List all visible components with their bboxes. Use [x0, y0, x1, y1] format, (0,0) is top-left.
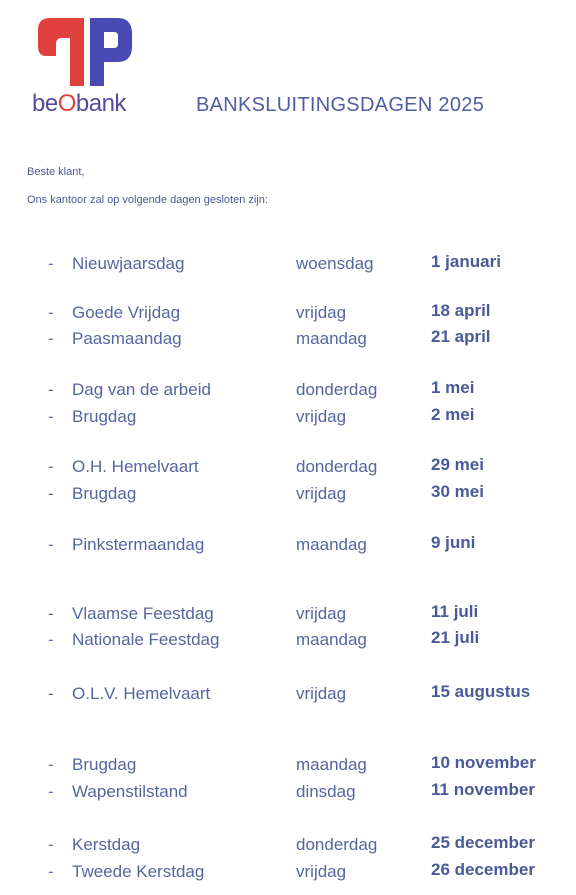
- list-dash: -: [48, 407, 54, 426]
- closure-date: 18 april: [431, 301, 491, 320]
- list-item: [0, 684, 576, 708]
- intro-message: Ons kantoor zal op volgende dagen gesloten zijn:: [27, 194, 268, 206]
- list-item: [0, 254, 576, 278]
- closure-date: 2 mei: [431, 405, 475, 424]
- list-dash: -: [48, 329, 54, 348]
- logo-wordmark: beObank: [32, 90, 126, 117]
- closure-date: 26 december: [431, 860, 535, 879]
- closure-date: 25 december: [431, 833, 535, 852]
- list-item: [0, 407, 576, 431]
- weekday: donderdag: [296, 380, 378, 399]
- weekday: vrijdag: [296, 684, 347, 703]
- closure-date: 21 juli: [431, 628, 480, 647]
- list-item: [0, 484, 576, 508]
- list-dash: -: [48, 604, 54, 623]
- weekday: dinsdag: [296, 782, 356, 801]
- holiday-name: Dag van de arbeid: [72, 380, 211, 399]
- list-dash: -: [48, 303, 54, 322]
- beobank-logo-mark: [34, 16, 134, 88]
- list-item: [0, 380, 576, 404]
- holiday-name: Nationale Feestdag: [72, 630, 220, 649]
- weekday: vrijdag: [296, 484, 347, 503]
- list-dash: -: [48, 535, 54, 554]
- holiday-name: Brugdag: [72, 755, 137, 774]
- closure-date: 9 juni: [431, 533, 476, 552]
- weekday: maandag: [296, 329, 367, 348]
- holiday-name: Goede Vrijdag: [72, 303, 181, 322]
- closure-date: 11 november: [431, 780, 535, 799]
- weekday: vrijdag: [296, 862, 347, 881]
- list-dash: -: [48, 782, 54, 801]
- holiday-name: Pinkstermaandag: [72, 535, 205, 554]
- holiday-name: Tweede Kerstdag: [72, 862, 205, 881]
- weekday: vrijdag: [296, 604, 347, 623]
- weekday: vrijdag: [296, 407, 347, 426]
- closure-date: 21 april: [431, 327, 491, 346]
- list-item: [0, 604, 576, 628]
- closure-date: 15 augustus: [431, 682, 531, 701]
- closure-date: 30 mei: [431, 482, 484, 501]
- list-item: [0, 862, 576, 886]
- list-item: [0, 329, 576, 353]
- list-item: [0, 782, 576, 806]
- weekday: donderdag: [296, 835, 378, 854]
- list-dash: -: [48, 862, 54, 881]
- list-item: [0, 630, 576, 654]
- holiday-name: O.L.V. Hemelvaart: [72, 684, 211, 703]
- holiday-name: Wapenstilstand: [72, 782, 188, 801]
- list-item: [0, 535, 576, 559]
- weekday: vrijdag: [296, 303, 347, 322]
- list-dash: -: [48, 380, 54, 399]
- closure-date: 29 mei: [431, 455, 484, 474]
- list-item: [0, 755, 576, 779]
- closure-date: 1 januari: [431, 252, 501, 271]
- list-item: [0, 457, 576, 481]
- weekday: maandag: [296, 630, 367, 649]
- weekday: donderdag: [296, 457, 378, 476]
- holiday-name: Brugdag: [72, 407, 137, 426]
- holiday-name: Vlaamse Feestdag: [72, 604, 214, 623]
- holiday-name: Paasmaandag: [72, 329, 182, 348]
- weekday: woensdag: [296, 254, 374, 273]
- page-title: BANKSLUITINGSDAGEN 2025: [196, 94, 485, 116]
- list-dash: -: [48, 630, 54, 649]
- salutation: Beste klant,: [27, 166, 85, 178]
- list-dash: -: [48, 254, 54, 273]
- list-dash: -: [48, 684, 54, 703]
- list-dash: -: [48, 457, 54, 476]
- list-dash: -: [48, 835, 54, 854]
- list-item: [0, 303, 576, 327]
- closure-date: 10 november: [431, 753, 536, 772]
- holiday-name: Brugdag: [72, 484, 137, 503]
- holiday-name: Kerstdag: [72, 835, 141, 854]
- beobank-logo: [30, 16, 138, 116]
- closure-date: 11 juli: [431, 602, 479, 621]
- holiday-name: O.H. Hemelvaart: [72, 457, 199, 476]
- weekday: maandag: [296, 755, 367, 774]
- list-dash: -: [48, 484, 54, 503]
- weekday: maandag: [296, 535, 367, 554]
- closure-date: 1 mei: [431, 378, 475, 397]
- holiday-name: Nieuwjaarsdag: [72, 254, 185, 273]
- list-item: [0, 835, 576, 859]
- list-dash: -: [48, 755, 54, 774]
